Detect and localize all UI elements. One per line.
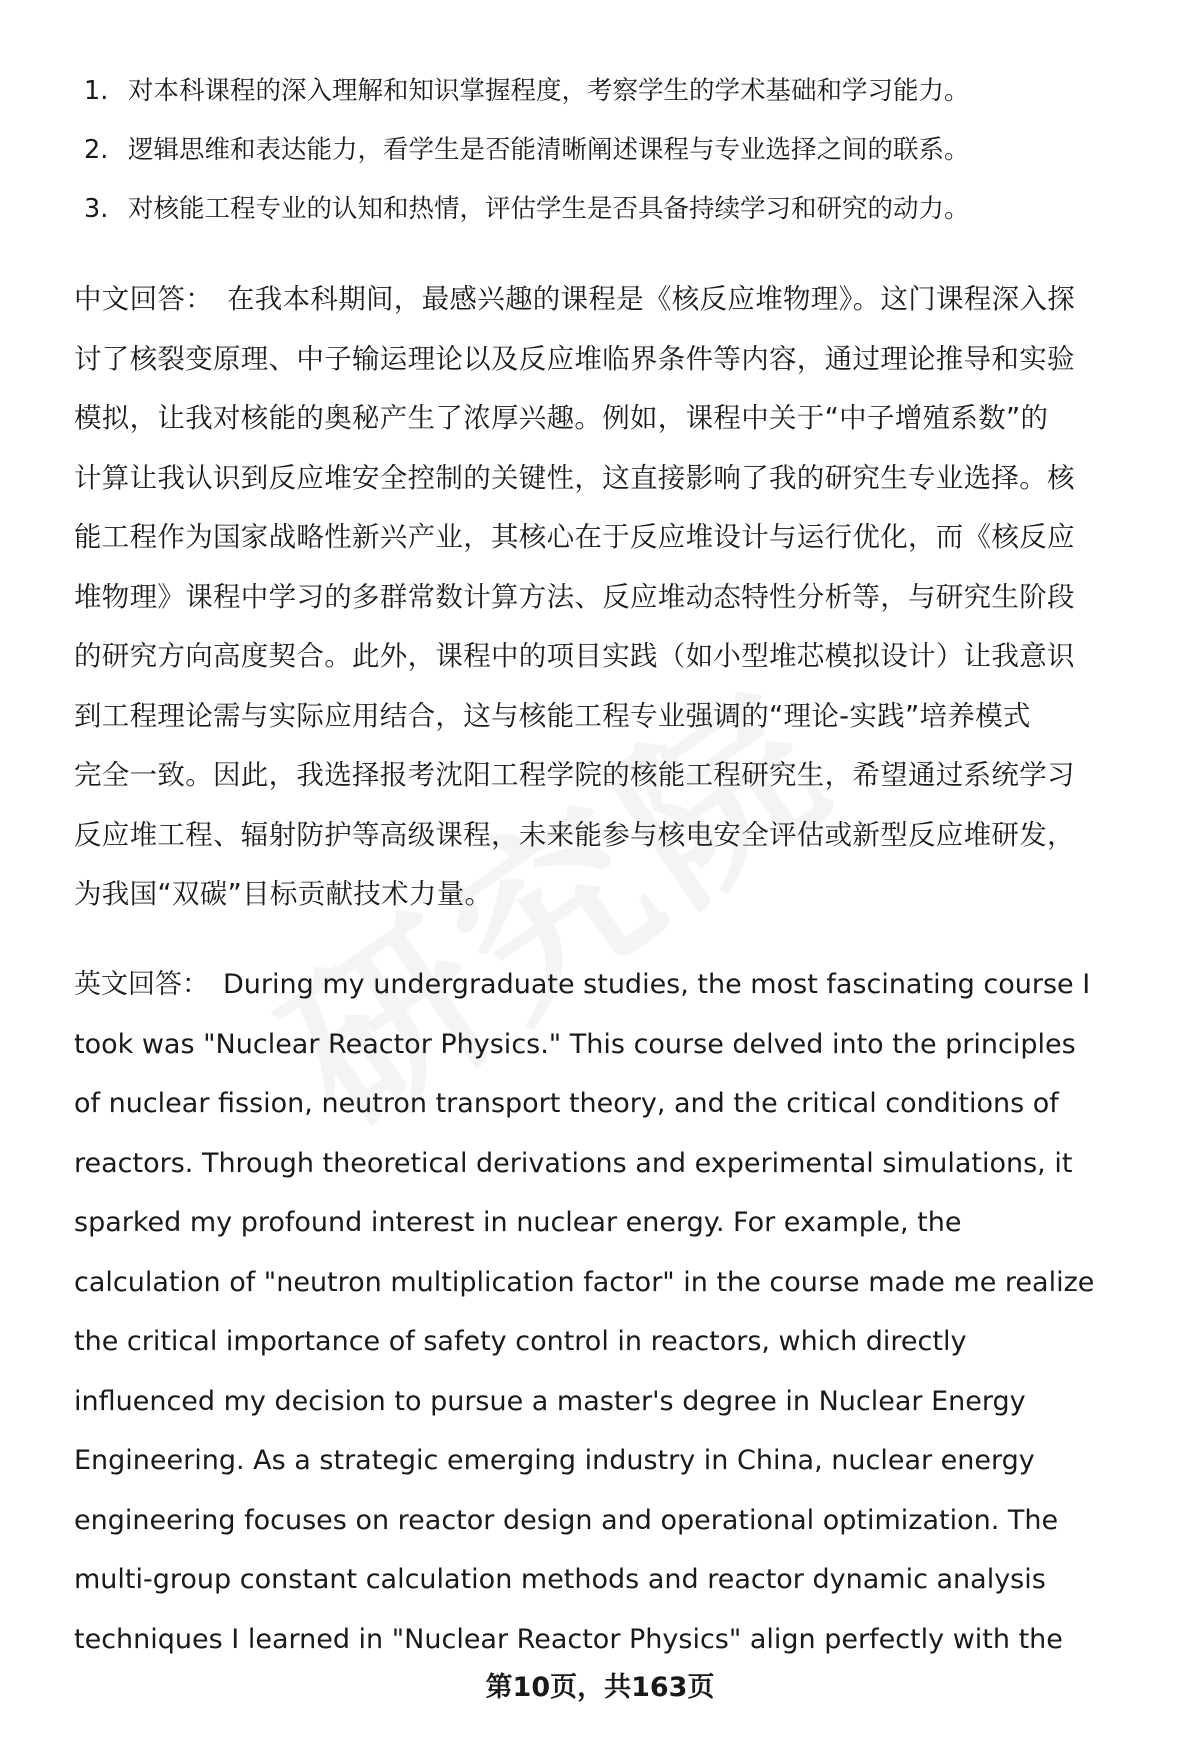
chinese-answer-line: 为我国“双碳”目标贡献技术力量。 (74, 878, 493, 910)
criteria-number: 1. (84, 76, 109, 106)
english-answer-line: engineering focuses on reactor design and operational optimization. The (74, 1504, 1059, 1536)
criteria-text: 对核能工程专业的认知和热情，评估学生是否具备持续学习和研究的动力。 (128, 194, 970, 224)
english-answer-line: of nuclear fission, neutron transport theory, and the critical conditions of (74, 1088, 1059, 1119)
english-answer-line: multi-group constant calculation methods and reactor dynamic analysis (74, 1564, 1046, 1595)
chinese-answer-line: 到工程理论需与实际应用结合，这与核能工程专业强调的“理论-实践”培养模式 (74, 699, 1031, 732)
chinese-answer-line: 反应堆工程、辐射防护等高级课程，未来能参与核电安全评估或新型反应堆研发， (74, 818, 1075, 851)
criteria-item (84, 121, 1144, 180)
english-answer-line: sparked my profound interest in nuclear energy. For example, the (74, 1207, 962, 1238)
criteria-list (84, 62, 1144, 239)
english-answer-line: influenced my decision to pursue a master's degree in Nuclear Energy (74, 1385, 1026, 1417)
english-answer (74, 955, 1154, 1669)
english-answer-line: techniques I learned in "Nuclear Reactor Physics" align perfectly with the (74, 1623, 1063, 1655)
chinese-answer-text: 在我本科期间，最感兴趣的课程是《核反应堆物理》。这门课程深入探 (227, 283, 1076, 315)
english-answer-line: took was "Nuclear Reactor Physics." This course delved into the principles (74, 1028, 1076, 1060)
english-answer-label: 英文回答： (74, 969, 209, 1000)
chinese-answer-label: 中文回答： (74, 283, 213, 315)
criteria-item (84, 180, 1144, 239)
english-answer-line: reactors. Through theoretical derivations and experimental simulations, it (74, 1147, 1073, 1179)
chinese-answer-line: 计算让我认识到反应堆安全控制的关键性，这直接影响了我的研究生专业选择。核 (74, 461, 1075, 494)
page-number-footer: 第10页，共163页 (485, 1672, 715, 1703)
english-answer-line: Engineering. As a strategic emerging industry in China, nuclear energy (74, 1445, 1035, 1476)
criteria-text: 对本科课程的深入理解和知识掌握程度，考察学生的学术基础和学习能力。 (128, 76, 970, 106)
criteria-item (84, 62, 1144, 121)
chinese-answer-line: 模拟，让我对核能的奥秘产生了浓厚兴趣。例如，课程中关于“中子增殖系数”的 (74, 402, 1049, 434)
chinese-answer-line: 的研究方向高度契合。此外，课程中的项目实践（如小型堆芯模拟设计）让我意识 (74, 640, 1075, 672)
criteria-number: 2. (84, 135, 109, 165)
english-answer-line: calculation of "neutron multiplication factor" in the course made me realize (74, 1266, 1095, 1298)
english-answer-line: the critical importance of safety control in reactors, which directly (74, 1326, 967, 1357)
criteria-number: 3. (84, 194, 109, 224)
english-answer-text: During my undergraduate studies, the most fascinating course I (223, 969, 1091, 1000)
chinese-answer-line: 堆物理》课程中学习的多群常数计算方法、反应堆动态特性分析等，与研究生阶段 (74, 580, 1075, 613)
chinese-answer-line: 完全一致。因此，我选择报考沈阳工程学院的核能工程研究生，希望通过系统学习 (74, 759, 1075, 791)
chinese-answer-line (74, 270, 1154, 330)
chinese-answer-line: 讨了核裂变原理、中子输运理论以及反应堆临界条件等内容，通过理论推导和实验 (74, 342, 1075, 375)
english-answer-line (74, 955, 1154, 1015)
chinese-answer (74, 270, 1154, 925)
chinese-answer-line: 能工程作为国家战略性新兴产业，其核心在于反应堆设计与运行优化，而《核反应 (74, 521, 1075, 553)
criteria-text: 逻辑思维和表达能力，看学生是否能清晰阐述课程与专业选择之间的联系。 (128, 135, 970, 165)
